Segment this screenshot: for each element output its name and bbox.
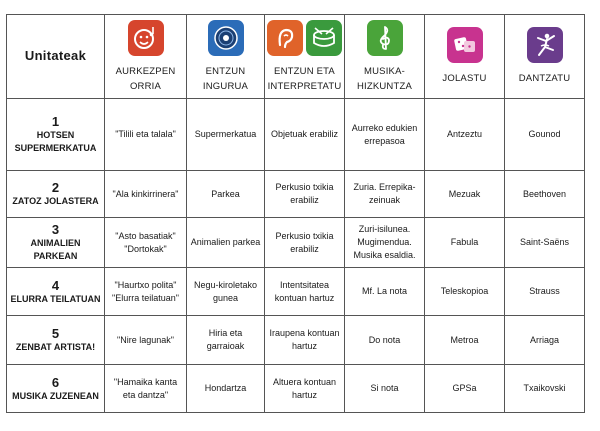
table-cell: "Tilili eta talala" xyxy=(105,99,187,171)
table-cell: Iraupena kontuan hartuz xyxy=(265,316,345,365)
table-cell: Beethoven xyxy=(505,171,585,218)
table-cell: Altuera kontuan hartuz xyxy=(265,365,345,413)
column-label: ENTZUN INGURUA xyxy=(202,65,249,92)
face-music-icon xyxy=(128,20,164,56)
unit-number: 3 xyxy=(51,222,60,237)
table-cell: Mezuak xyxy=(425,171,505,218)
unit-number: 2 xyxy=(51,180,60,195)
table-cell: Animalien parkea xyxy=(187,218,265,268)
table-cell: Txaikovski xyxy=(505,365,585,413)
column-header-aurkezpen xyxy=(105,15,187,99)
curriculum-table xyxy=(6,14,585,413)
table-row xyxy=(7,218,585,268)
table-cell: Perkusio txikia erabiliz xyxy=(265,171,345,218)
column-label: MUSIKA-HIZKUNTZA xyxy=(356,65,413,92)
unit-cell xyxy=(7,171,105,218)
unit-name: ZENBAT ARTISTA! xyxy=(15,342,96,352)
column-label: ENTZUN ETA INTERPRETATU xyxy=(267,65,342,92)
unit-number: 1 xyxy=(51,114,60,129)
treble-clef-icon xyxy=(367,20,403,56)
unit-name: MUSIKA ZUZENEAN xyxy=(12,390,99,401)
vinyl-record-icon xyxy=(208,20,244,56)
table-row xyxy=(7,268,585,316)
column-header-dantzatu xyxy=(505,15,585,99)
table-row xyxy=(7,99,585,171)
units-heading: Unitateak xyxy=(24,48,87,63)
table-cell: Arriaga xyxy=(505,316,585,365)
table-cell: Fabula xyxy=(425,218,505,268)
unit-name: HOTSEN SUPERMERKATUA xyxy=(14,130,97,153)
table-row xyxy=(7,171,585,218)
unit-number: 5 xyxy=(51,326,60,341)
table-cell: "Hamaika kanta eta dantza" xyxy=(105,365,187,413)
ballerina-icon xyxy=(527,27,563,63)
table-row xyxy=(7,316,585,365)
unit-cell xyxy=(7,316,105,365)
column-label: DANTZATU xyxy=(518,73,571,84)
unit-cell xyxy=(7,99,105,171)
column-header-entzun-eta-interpretatu xyxy=(265,15,345,99)
header-row xyxy=(7,15,585,99)
table-cell: GPSa xyxy=(425,365,505,413)
table-cell: Saint-Saëns xyxy=(505,218,585,268)
table-cell: Zuria. Errepika-zeinuak xyxy=(345,171,425,218)
table-cell: Si nota xyxy=(345,365,425,413)
table-cell: Teleskopioa xyxy=(425,268,505,316)
corner-header xyxy=(7,15,105,99)
unit-number: 4 xyxy=(51,277,60,293)
table-cell: Intentsitatea kontuan hartuz xyxy=(265,268,345,316)
table-cell: "Haurtxo polita" "Elurra teilatuan" xyxy=(105,268,187,316)
dice-icon xyxy=(447,27,483,63)
table-cell: Hiria eta garraioak xyxy=(187,316,265,365)
table-cell: Do nota xyxy=(345,316,425,365)
ear-icon xyxy=(267,20,303,56)
column-label: JOLASTU xyxy=(442,73,487,84)
table-cell: Aurreko edukien errepasoa xyxy=(345,99,425,171)
table-cell: Hondartza xyxy=(187,365,265,413)
table-row xyxy=(7,365,585,413)
unit-name: ZATOZ JOLASTERA xyxy=(12,196,99,206)
unit-cell xyxy=(7,365,105,413)
table-cell: "Asto basatiak" "Dortokak" xyxy=(105,218,187,268)
unit-cell xyxy=(7,268,105,316)
column-header-entzun-ingurua xyxy=(187,15,265,99)
unit-number: 6 xyxy=(51,374,60,390)
unit-name: ELURRA TEILATUAN xyxy=(10,293,101,304)
table-cell: "Nire lagunak" xyxy=(105,316,187,365)
drum-icon xyxy=(306,20,342,56)
table-cell: Zuri-isilunea. Mugimendua. Musika esaldia. xyxy=(345,218,425,268)
table-cell: Gounod xyxy=(505,99,585,171)
unit-cell xyxy=(7,218,105,268)
column-header-jolastu xyxy=(425,15,505,99)
table-cell: Parkea xyxy=(187,171,265,218)
table-cell: Supermerkatua xyxy=(187,99,265,171)
table-cell: Objetuak erabiliz xyxy=(265,99,345,171)
table-cell: Antzeztu xyxy=(425,99,505,171)
table-cell: "Ala kinkirrinera" xyxy=(105,171,187,218)
table-cell: Negu-kiroletako gunea xyxy=(187,268,265,316)
table-cell: Mf. La nota xyxy=(345,268,425,316)
table-cell: Perkusio txikia erabiliz xyxy=(265,218,345,268)
unit-name: ANIMALIEN PARKEAN xyxy=(30,238,81,261)
column-label: AURKEZPEN ORRIA xyxy=(115,65,176,92)
table-cell: Strauss xyxy=(505,268,585,316)
column-header-musika-hizkuntza xyxy=(345,15,425,99)
table-cell: Metroa xyxy=(425,316,505,365)
